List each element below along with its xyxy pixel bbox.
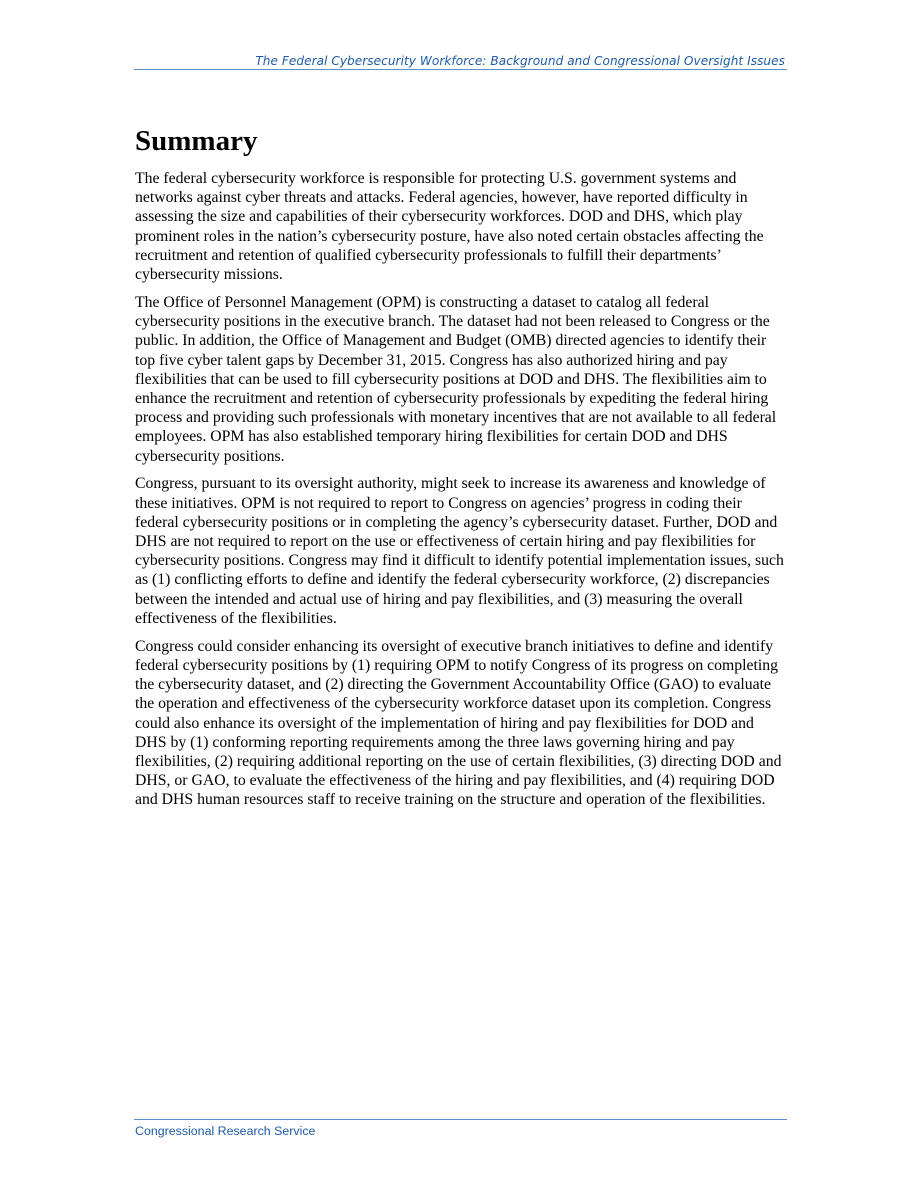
summary-paragraph: Congress, pursuant to its oversight authority, might seek to increase its awareness and knowledge of these initiatives. OPM is not required to report to Congress on agencies’ progress in coding their federal cybersecurity positions or in completing the agency’s cybersecurity dataset. Further, DOD and DHS are not required to report on the use or effectiveness of certain hiring and pay flexibilities for cybersecurity positions. Congress may find it difficult to identify potential implementation issues, such as (1) conflicting efforts to define and identify the federal cybersecurity workforce, (2) discrepancies between the intended and actual use of hiring and pay flexibilities, and (3) measuring the overall effectiveness of the flexibilities. — [135, 475, 784, 627]
footer-source: Congressional Research Service — [135, 1124, 316, 1138]
summary-paragraph: The federal cybersecurity workforce is responsible for protecting U.S. government systems and networks against cyber threats and attacks. Federal agencies, however, have reported difficulty in assessing the size and capabilities of their cybersecurity workforces. DOD and DHS, which play prominent roles in the nation’s cybersecurity posture, have also noted certain obstacles affecting the recruitment and retention of qualified cybersecurity professionals to fulfill their departments’ cybersecurity missions. — [135, 170, 764, 284]
section-heading-summary: Summary — [135, 125, 258, 157]
running-header-title: The Federal Cybersecurity Workforce: Background and Congressional Oversight Issues — [255, 54, 785, 68]
running-header — [134, 52, 787, 70]
summary-paragraph: Congress could consider enhancing its oversight of executive branch initiatives to define and identify federal cybersecurity positions by (1) requiring OPM to notify Congress of its progress on completing the cybersecurity dataset, and (2) directing the Government Accountability Office (GAO) to evaluate the operation and effectiveness of the cybersecurity workforce dataset upon its completion. Congress could also enhance its oversight of the implementation of hiring and pay flexibilities for DOD and DHS by (1) conforming reporting requirements among the three laws governing hiring and pay flexibilities, (2) requiring additional reporting on the use of certain flexibilities, (3) directing DOD and DHS, or GAO, to evaluate the effectiveness of the hiring and pay flexibilities, and (4) requiring DOD and DHS human resources staff to receive training on the structure and operation of the flexibilities. — [135, 637, 782, 809]
summary-body — [135, 169, 788, 818]
summary-paragraph: The Office of Personnel Management (OPM) is constructing a dataset to catalog all federal cybersecurity positions in the executive branch. The dataset had not been released to Congress or the public. In addition, the Office of Management and Budget (OMB) directed agencies to identify their top five cyber talent gaps by December 31, 2015. Congress has also authorized hiring and pay flexibilities that can be used to fill cybersecurity positions at DOD and DHS. The flexibilities aim to enhance the recruitment and retention of cybersecurity professionals by expediting the federal hiring process and providing such professionals with monetary incentives that are not available to all federal employees. OPM has also established temporary hiring flexibilities for certain DOD and DHS cybersecurity positions. — [135, 293, 777, 465]
running-footer — [134, 1119, 787, 1138]
